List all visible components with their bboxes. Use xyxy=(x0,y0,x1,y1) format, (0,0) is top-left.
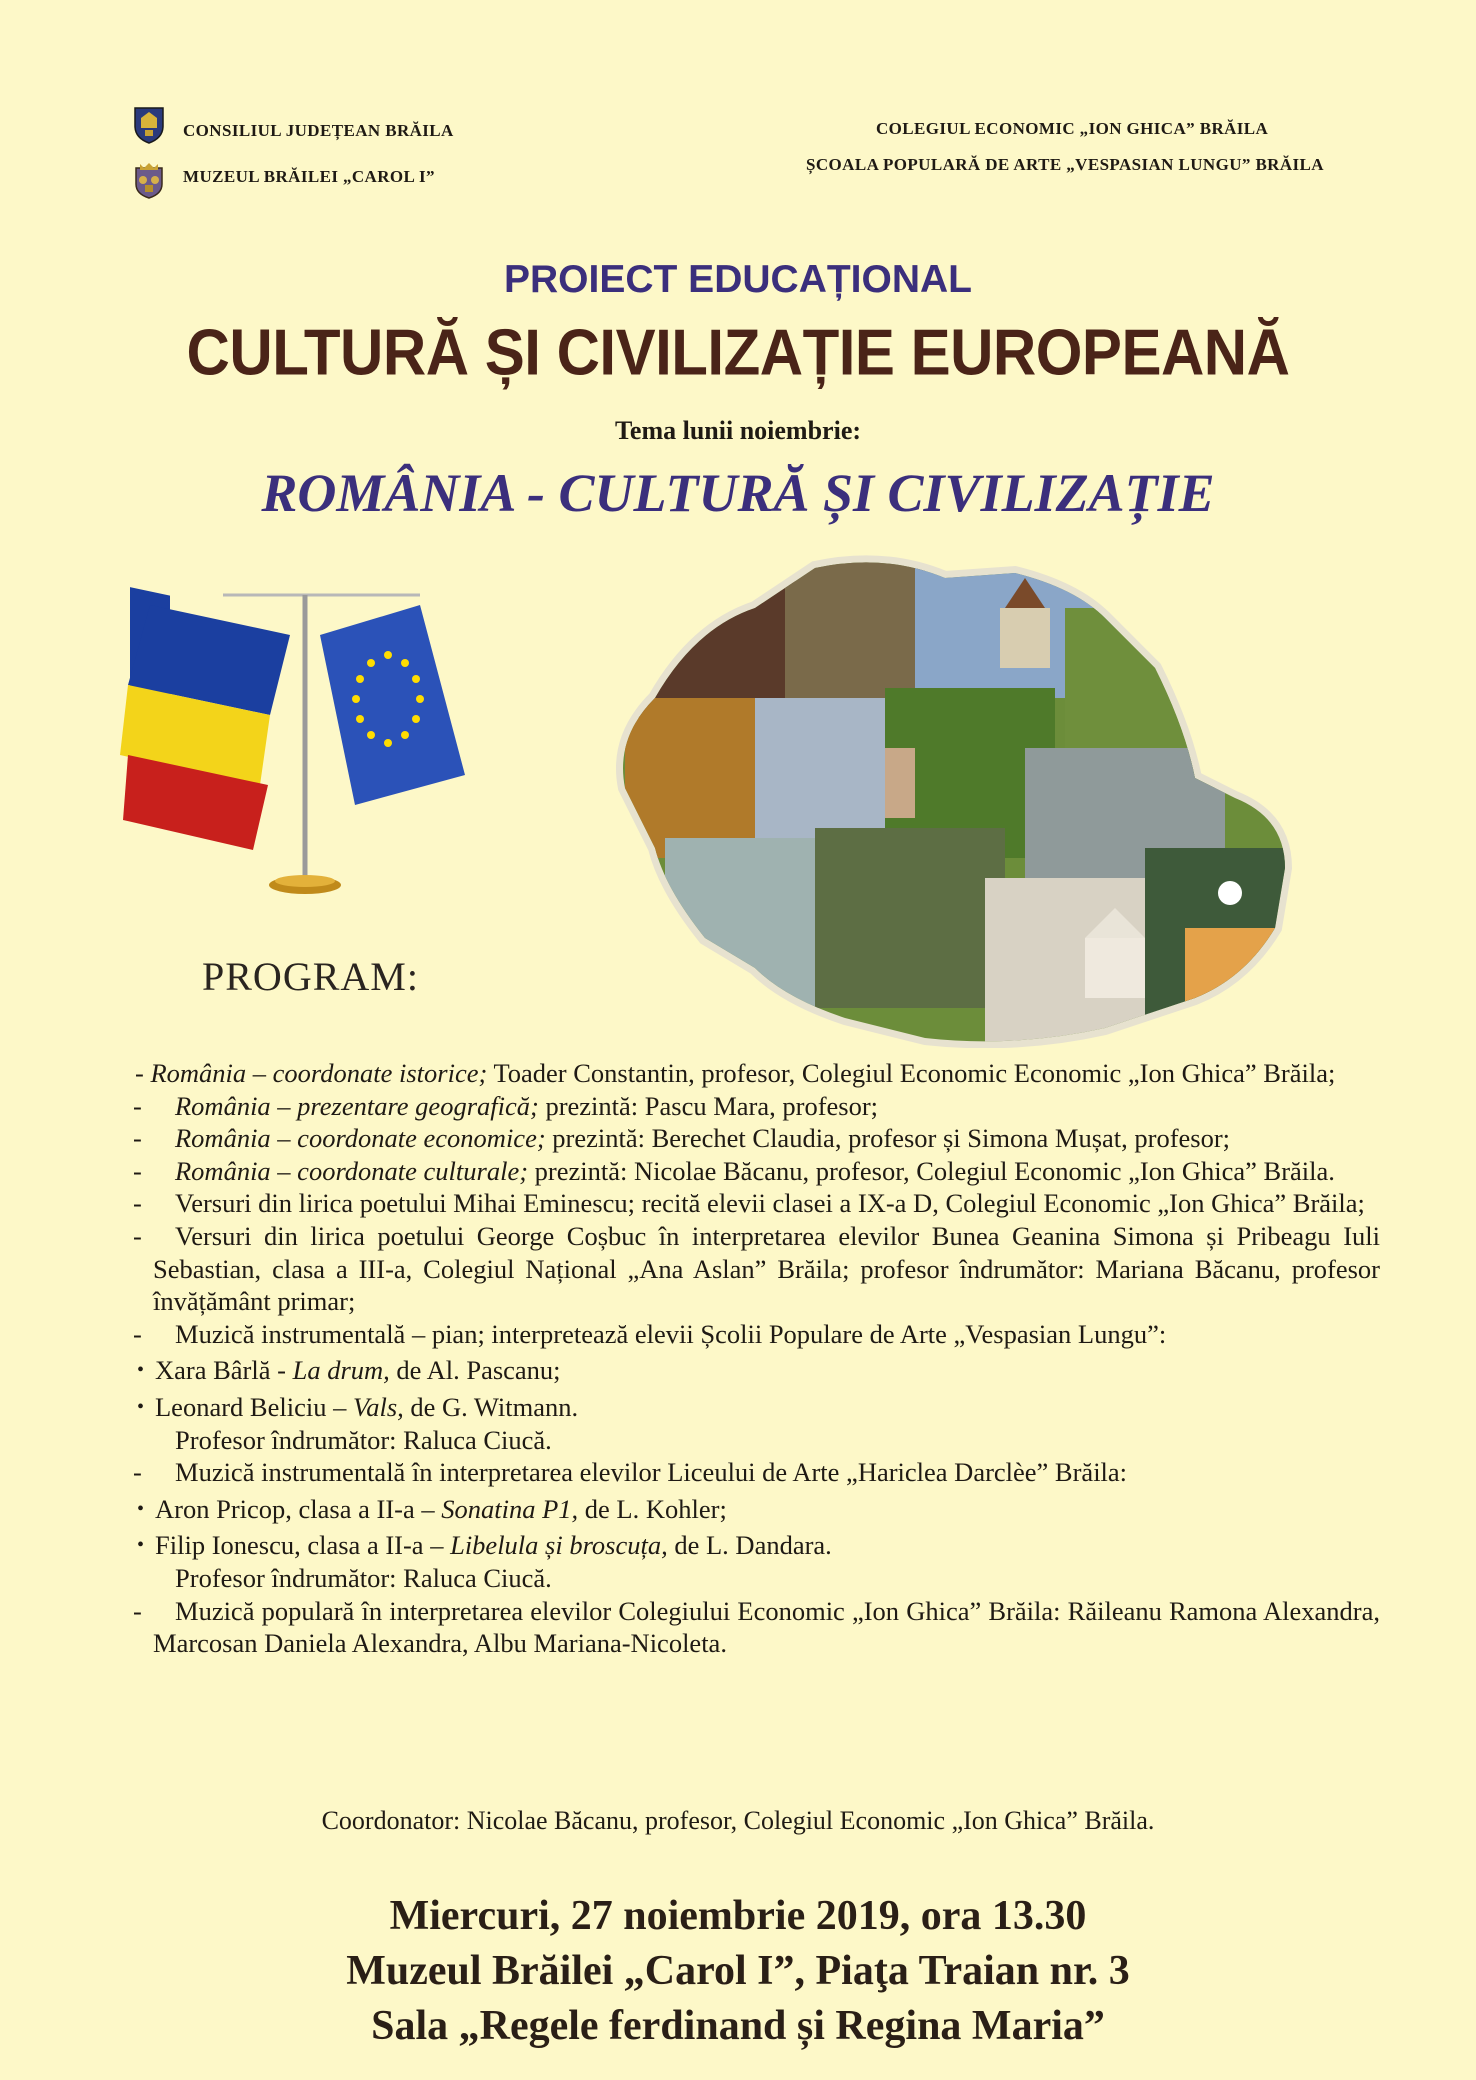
program-item-text: Versuri din lirica poetului Mihai Eminescu; recită elevii clasei a IX-a D, Colegiul Economic „Ion Ghica” Brăila; xyxy=(175,1188,1365,1219)
event-room: Sala „Regele ferdinand și Regina Maria” xyxy=(371,2003,1105,2049)
romania-collage-map-icon xyxy=(585,548,1305,1048)
program-note: Profesor îndrumător: Raluca Ciucă. xyxy=(175,1562,552,1593)
program-item-text: Muzică instrumentală în interpretarea elevilor Liceului de Arte „Hariclea Darclèe” Brăila: xyxy=(175,1457,1128,1488)
romania-eu-flags-icon xyxy=(120,575,480,905)
main-title: CULTURĂ ȘI CIVILIZAȚIE EUROPEANĂ xyxy=(186,316,1290,389)
program-item: - România – prezentare geografică; prezintă: Pascu Mara, profesor; xyxy=(133,1090,879,1121)
program-item-text: prezintă: Pascu Mara, profesor; xyxy=(538,1090,879,1121)
program-item: - Muzică instrumentală – pian; interpretează elevii Școlii Populare de Arte „Vespasian Lungu”: xyxy=(133,1318,1167,1349)
program-item: - România – coordonate economice; prezintă: Berechet Claudia, profesor și Simona Mușat, profesor; xyxy=(133,1123,1231,1154)
theme-label: Tema lunii noiembrie: xyxy=(614,416,862,445)
county-crest-icon xyxy=(132,104,166,144)
program-item-text: Muzică populară în interpretarea elevilor Colegiului Economic „Ion Ghica” Brăila: Răileanu Ramona Alexandra, Marcosan Daniela Alexandra, Albu Mariana-Nicoleta. xyxy=(153,1595,1380,1659)
museum-crest-icon xyxy=(132,160,166,200)
project-label: PROIECT EDUCAȚIONAL xyxy=(504,258,972,301)
program-item: - Muzică populară în interpretarea elevilor Colegiului Economic „Ion Ghica” Brăila: Răileanu Ramona Alexandra, Marcosan Daniela Alexandra, Albu Mariana-Nicoleta. xyxy=(133,1595,1380,1659)
theme-title: ROMÂNIA - CULTURĂ ȘI CIVILIZAȚIE xyxy=(261,463,1215,523)
event-place: Muzeul Brăilei „Carol I”, Piaţa Traian nr. 3 xyxy=(346,1948,1130,1994)
program-subitem: • Leonard Beliciu – Vals, de G. Witmann. xyxy=(137,1391,579,1422)
program-item-text: Toader Constantin, profesor, Colegiul Economic Economic „Ion Ghica” Brăila; xyxy=(487,1058,1336,1088)
header-org-college: COLEGIUL ECONOMIC „ION GHICA” BRĂILA xyxy=(876,119,1269,138)
program-item-text: Muzică instrumentală – pian; interpretează elevii Școlii Populare de Arte „Vespasian Lungu”: xyxy=(175,1318,1167,1349)
program-item-topic: România – coordonate culturale; xyxy=(175,1155,529,1186)
program-item-topic: România – coordonate economice; xyxy=(175,1123,546,1154)
program-item-text: Versuri din lirica poetului George Coșbuc în interpretarea elevilor Bunea Geanina Simona și Pribeagu Iuli Sebastian, clasa a III-a, Colegiul Național „Ana Aslan” Brăila; profesor îndrumător: Mariana Băcanu, profesor învățământ primar; xyxy=(153,1220,1380,1317)
header-org-museum: MUZEUL BRĂILEI „CAROL I” xyxy=(183,167,435,186)
program-note: Profesor îndrumător: Raluca Ciucă. xyxy=(175,1424,552,1455)
program-item-text: prezintă: Nicolae Băcanu, profesor, Colegiul Economic „Ion Ghica” Brăila. xyxy=(528,1155,1335,1186)
program-subitem: • Aron Pricop, clasa a II-a – Sonatina P1, de L. Kohler; xyxy=(137,1493,727,1524)
program-subitem: • Xara Bârlă - La drum, de Al. Pascanu; xyxy=(137,1355,561,1386)
program-item-topic: România – prezentare geografică; xyxy=(175,1090,539,1121)
program-item: - Versuri din lirica poetului Mihai Eminescu; recită elevii clasei a IX-a D, Colegiul Economic „Ion Ghica” Brăila; xyxy=(133,1188,1365,1219)
program-item: - Versuri din lirica poetului George Coșbuc în interpretarea elevilor Bunea Geanina Simona și Pribeagu Iuli Sebastian, clasa a III-a, Colegiul Național „Ana Aslan” Brăila; profesor îndrumător: Mariana Băcanu, profesor învățământ primar; xyxy=(133,1220,1380,1317)
program-heading: PROGRAM: xyxy=(202,954,419,999)
program-item-topic: România – coordonate istorice; xyxy=(150,1058,488,1088)
header-org-county: CONSILIUL JUDEȚEAN BRĂILA xyxy=(183,121,454,140)
program-item: - Muzică instrumentală în interpretarea elevilor Liceului de Arte „Hariclea Darclèe” Brăila: xyxy=(133,1457,1128,1488)
program-subitem: • Filip Ionescu, clasa a II-a – Libelula și broscuța, de L. Dandara. xyxy=(137,1530,832,1561)
program-item: - România – coordonate culturale; prezintă: Nicolae Băcanu, profesor, Colegiul Economic „Ion Ghica” Brăila. xyxy=(133,1155,1335,1186)
program-list xyxy=(135,1057,1380,1660)
program-item-text: prezintă: Berechet Claudia, profesor și Simona Mușat, profesor; xyxy=(545,1123,1231,1154)
event-date: Miercuri, 27 noiembrie 2019, ora 13.30 xyxy=(389,1893,1087,1939)
program-item: - România – coordonate istorice; Toader Constantin, profesor, Colegiul Economic Economic „Ion Ghica” Brăila; xyxy=(135,1058,1336,1088)
coordinator: Coordonator: Nicolae Băcanu, profesor, Colegiul Economic „Ion Ghica” Brăila. xyxy=(321,1806,1155,1835)
header-org-school: ȘCOALA POPULARĂ DE ARTE „VESPASIAN LUNGU” BRĂILA xyxy=(806,155,1324,174)
